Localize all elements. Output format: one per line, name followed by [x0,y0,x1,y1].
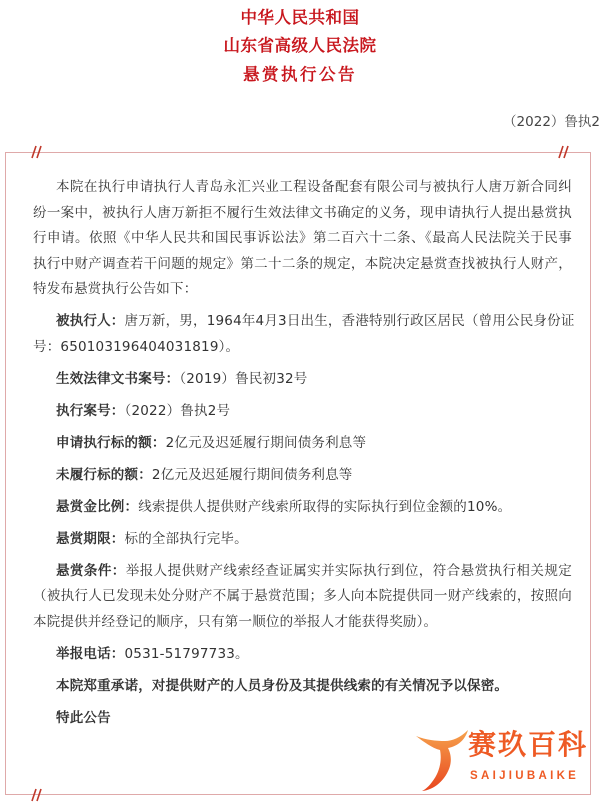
report-phone-label: 举报电话： [56,645,125,662]
unpaid-amount-label: 未履行标的额： [56,466,152,483]
claimed-amount-value: 2亿元及迟延履行期间债务利息等 [165,434,367,451]
reward-period-value: 标的全部执行完毕。 [124,530,248,547]
unpaid-amount-line [33,463,572,489]
execution-case-number-line [33,399,572,425]
claimed-amount-label: 申请执行标的额： [56,434,166,451]
intro-line: 特发布悬赏执行公告如下： [33,281,198,297]
reward-period-label: 悬赏期限： [56,530,125,547]
reward-ratio-value: 线索提供人提供财产线索所取得的实际执行到位金额的10%。 [138,498,512,515]
judgment-case-number-item [33,367,572,393]
report-phone-item [33,642,572,668]
reward-conditions-continued: 本院提供并经登记的顺序，只有第一顺位的举报人才能获得奖励）。 [33,613,438,630]
judgment-case-number-line [33,367,572,393]
whale-tail-icon [412,728,470,792]
corner-ornament-top-left [29,145,43,159]
intro-line: 执行中财产调查若干问题的规定》第二十二条的规定，本院决定悬赏查找被执行人财产， [33,255,572,272]
execution-case-number-value: （2022）鲁执2号 [124,402,231,419]
watermark-brand: 赛玖百科 [468,728,589,761]
execution-case-number-label: 执行案号： [56,402,125,419]
notice-body [33,175,575,731]
watermark-logo [412,726,592,792]
corner-ornament-bottom-left [29,788,43,802]
corner-ornament-top-right [556,145,570,159]
reward-conditions-line [33,559,572,585]
claimed-amount-item [33,431,572,457]
intro-paragraph [33,175,572,303]
intro-line: 行申请。依照《中华人民共和国民事诉讼法》第二百六十二条、《最高人民法院关于民事 [33,230,572,246]
ornament-stroke [32,789,36,801]
watermark-brand-latin: SAIJIUBAIKE [470,770,580,782]
ornament-stroke [559,146,563,158]
reward-ratio-item [33,495,572,521]
respondent-details: 唐万新，男，1964年4月3日出生，香港特别行政区居民（曾用公民身份证 [124,313,575,329]
reward-period-line [33,527,572,553]
ornament-stroke [32,146,36,158]
unpaid-amount-value: 2亿元及迟延履行期间债务利息等 [151,466,353,483]
reward-conditions-continued: （被执行人已发现未处分财产不属于悬赏范围；多人向本院提供同一财产线索的，按照向 [33,588,572,604]
respondent-item [33,309,575,360]
respondent-details-continued: 号：650103196404031819）。 [33,338,240,355]
ornament-stroke [37,146,41,158]
ornament-stroke [37,789,41,801]
reward-ratio-label: 悬赏金比例： [56,498,139,515]
intro-line: 纷一案中，被执行人唐万新拒不履行生效法律文书确定的义务，现申请执行人提出悬赏执 [33,204,572,221]
closing-statement: 特此公告 [56,709,111,726]
court-name: 山东省高级人民法院 [223,36,377,55]
respondent-line [33,309,575,335]
intro-line: 本院在执行申请执行人青岛永汇兴业工程设备配套有限公司与被执行人唐万新合同纠 [56,179,572,195]
execution-case-number-item [33,399,572,425]
whale-tail-shape [416,730,468,791]
case-number: （2022）鲁执2 [503,114,600,130]
unpaid-amount-item [33,463,572,489]
judgment-case-number-value: （2019）鲁民初32号 [179,370,308,387]
reward-conditions-label: 悬赏条件： [56,562,126,579]
ornament-stroke [564,146,568,158]
judgment-case-number-label: 生效法律文书案号： [56,370,180,387]
respondent-label: 被执行人： [56,313,125,329]
reward-ratio-line [33,495,572,521]
report-phone-value: 0531-51797733。 [124,645,249,662]
reward-conditions-value: 举报人提供财产线索经查证属实并实际执行到位，符合悬赏执行相关规定 [125,562,572,579]
country-name: 中华人民共和国 [240,8,360,27]
notice-title: 悬赏执行公告 [243,65,357,84]
report-phone-line [33,642,572,668]
reward-period-item [33,527,572,553]
claimed-amount-line [33,431,572,457]
confidentiality-statement: 本院郑重承诺，对提供财产的人员身份及其提供线索的有关情况予以保密。 [56,677,509,694]
reward-conditions-item [33,559,572,636]
confidentiality-item [33,674,572,700]
